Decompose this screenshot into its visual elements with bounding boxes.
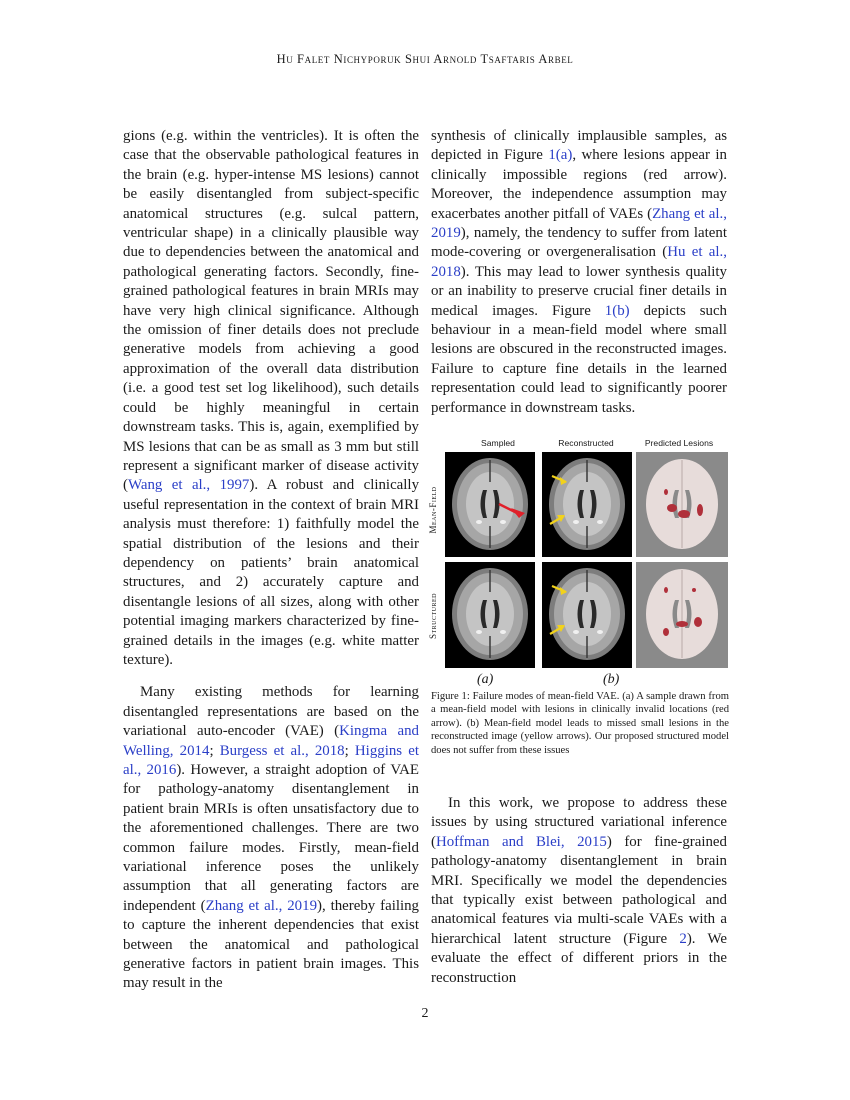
citation-link[interactable]: Hu et al., 2018 (431, 244, 727, 280)
text-run: , where lesions appear in clinically impossible regions (red arrow). Moreover, the independence assumption may exacerbates another pitfall of VAEs ( (431, 147, 727, 222)
citation-link[interactable]: Higgins et al., 2016 (123, 742, 419, 778)
mri-lesions-structured (636, 562, 728, 668)
paragraph-challenges (123, 127, 419, 670)
row-label-mean-field: Mean-Field (428, 486, 438, 534)
mri-sampled-structured (445, 562, 535, 668)
mri-reconstructed-mean-field (542, 452, 632, 557)
citation-link[interactable]: Zhang et al., 2019 (205, 897, 318, 914)
column-label-reconstructed: Reconstructed (558, 438, 614, 448)
mri-lesions-mean-field (636, 452, 728, 557)
citation-link[interactable]: 1(a) (548, 147, 573, 164)
citation-link[interactable]: Kingma and Welling, 2014 (123, 723, 419, 759)
figure-caption: Figure 1: Failure modes of mean-field VAE. (a) A sample drawn from a mean-field model with lesions in clinically invalid locations (red arrow). (b) Mean-field model leads to missed small lesions in the reconstructed image (yellow arrows). Our proposed structured model does not suffer from these issues (431, 691, 729, 756)
citation-link[interactable]: Wang et al., 1997 (127, 477, 250, 494)
text-run: ), namely, the tendency to suffer from latent mode-covering or overgeneralisation ( (431, 225, 727, 261)
page-number: 2 (421, 1006, 429, 1021)
text-run: synthesis of clinically implausible samples, as depicted in Figure (431, 128, 727, 164)
mri-sampled-mean-field (445, 452, 535, 557)
sublabel-b: (b) (603, 672, 620, 687)
mri-reconstructed-structured (542, 562, 632, 668)
paragraph-vae-methods (123, 683, 419, 994)
citation-link[interactable]: Zhang et al., 2019 (431, 205, 727, 242)
text-run: depicts such behaviour in a mean-field model where small lesions are obscured in the reconstructed images. Failure to capture fine details in the learned representation could lead to significantly poorer performance in downstream tasks. (431, 302, 728, 416)
left-column (123, 127, 419, 994)
citation-link[interactable]: 2 (679, 930, 687, 947)
citation-link[interactable]: Hoffman and Blei, 2015 (435, 833, 607, 850)
running-header: Hu Falet Nichyporuk Shui Arnold Tsaftaris Arbel (276, 52, 574, 66)
citation-link[interactable]: 1(b) (604, 302, 630, 319)
row-label-structured: Structured (428, 593, 438, 640)
text-run: ). A robust and clinically useful representation in the context of brain MRI analysis must therefore: 1) faithfully model the spatial distribution of the lesions and their dependency on patients’ brain anatomical structures, and 2) accurately capture and disentangle lesions of all sizes, along with other potential imaging markers characterized by fine-grained details in the images (e.g. white matter texture). (123, 477, 420, 668)
text-run: In this work, we propose to address these issues by using structured variational inference ( (431, 795, 727, 850)
paragraph-failure-modes (431, 127, 727, 418)
column-label-sampled: Sampled (481, 438, 515, 448)
sublabel-a: (a) (477, 672, 494, 687)
text-run: ; (344, 742, 355, 759)
text-run: ) for fine-grained pathology-anatomy disentanglement in brain MRI. Specifically we model the dependencies that typically exist between pathological and anatomical features via multi-scale VAEs with a hierarchical latent structure (Figure (431, 833, 727, 947)
text-run: gions (e.g. within the ventricles). It is often the case that the observable pathological features in the brain (e.g. hyper-intense MS lesions) cannot be easily disentangled from subject-specific anatomical structures (e.g. sulcal pattern, ventricular shape) in a clinically plausible way due to dependencies between the anatomical and pathological generating factors. Secondly, fine-grained pathological features in brain MRIs may have very high clinical significance. Although the omission of finer details does not preclude generative models from achieving a good approximation of the overall data distribution (i.e. a good test set log likelihood), such details could be highly meaningful in certain downstream tasks. This is, again, exemplified by MS lesions that can be as small as 3 mm but still represent a significant marker of disease activity ( (123, 128, 419, 494)
text-run: ), thereby failing to capture the inherent dependencies that exist between the anatomical and pathological generative factors in patient brain images. This may result in the (123, 897, 419, 992)
text-run: ; (209, 742, 220, 759)
text-run: ). However, a straight adoption of VAE for pathology-anatomy disentanglement in patient brain MRIs is often unsatisfactory due to the aforementioned challenges. There are two common failure modes. Firstly, mean-field variational inference poses the unlikely assumption that all generating factors are independent ( (123, 762, 419, 914)
column-label-predicted-lesions: Predicted Lesions (644, 438, 714, 448)
paragraph-proposal (431, 794, 727, 988)
right-column-bottom (431, 794, 727, 988)
text-run: Many existing methods for learning disentangled representations are based on the variational auto-encoder (VAE) ( (123, 684, 419, 740)
right-column-top (431, 127, 727, 418)
text-run: ). This may lead to lower synthesis quality or an inability to preserve crucial finer details in medical images. Figure (431, 263, 727, 319)
citation-link[interactable]: Burgess et al., 2018 (219, 742, 345, 759)
text-run: ). We evaluate the effect of different priors in the reconstruction (431, 930, 727, 986)
